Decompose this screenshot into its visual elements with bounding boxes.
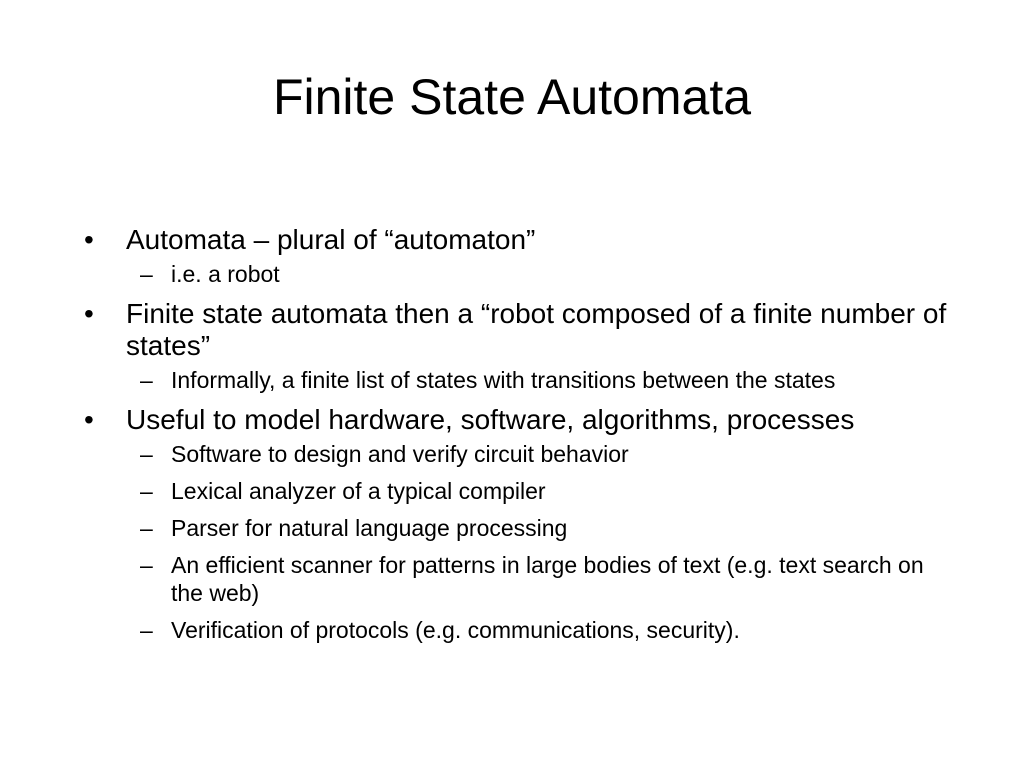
- bullet-text: Finite state automata then a “robot composed of a finite number of states”: [126, 298, 947, 361]
- sub-point-text: Parser for natural language processing: [171, 515, 568, 541]
- bullet-icon: •: [84, 298, 94, 329]
- sub-point-text: Informally, a finite list of states with transitions between the states: [171, 367, 836, 393]
- dash-icon: –: [140, 367, 153, 393]
- dash-icon: –: [140, 478, 153, 504]
- bullet-point-1: [80, 224, 960, 256]
- bullet-text: Automata – plural of “automaton”: [126, 224, 536, 255]
- bullet-text: Useful to model hardware, software, algorithms, processes: [126, 404, 855, 435]
- sub-point-3-1: [80, 440, 960, 468]
- slide-body: [80, 224, 960, 653]
- dash-icon: –: [140, 261, 153, 287]
- sub-point-3-4: [80, 551, 960, 607]
- dash-icon: –: [140, 552, 153, 578]
- sub-point-3-3: [80, 514, 960, 542]
- sub-point-2-1: [80, 366, 960, 394]
- sub-point-text: Lexical analyzer of a typical compiler: [171, 478, 546, 504]
- dash-icon: –: [140, 515, 153, 541]
- bullet-icon: •: [84, 224, 94, 255]
- slide-title: Finite State Automata: [272, 69, 752, 125]
- sub-point-1-1: [80, 260, 960, 288]
- sub-point-3-5: [80, 616, 960, 644]
- sub-point-3-2: [80, 477, 960, 505]
- dash-icon: –: [140, 441, 153, 467]
- bullet-point-3: [80, 404, 960, 436]
- sub-point-text: An efficient scanner for patterns in large bodies of text (e.g. text search on the web): [171, 552, 924, 606]
- dash-icon: –: [140, 617, 153, 643]
- sub-point-text: Verification of protocols (e.g. communications, security).: [171, 617, 740, 643]
- sub-point-text: i.e. a robot: [171, 261, 280, 287]
- bullet-point-2: [80, 298, 960, 362]
- sub-point-text: Software to design and verify circuit behavior: [171, 441, 629, 467]
- bullet-icon: •: [84, 404, 94, 435]
